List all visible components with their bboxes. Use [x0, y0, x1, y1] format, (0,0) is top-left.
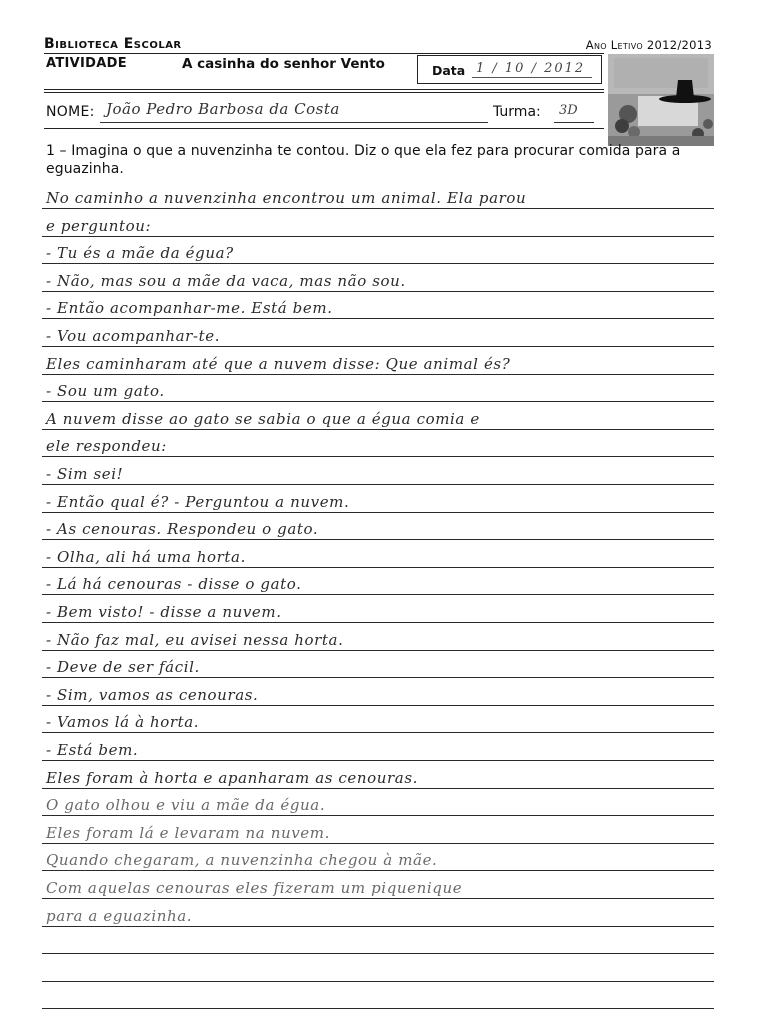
handwritten-answer-text: - Lá há cenouras - disse o gato. [46, 575, 302, 593]
class-value: 3D [559, 103, 578, 118]
answer-line [42, 788, 714, 789]
handwritten-answer-text: A nuvem disse ao gato se sabia o que a égua comia e [46, 410, 480, 428]
handwritten-answer-text: - Bem visto! - disse a nuvem. [46, 603, 282, 621]
handwritten-answer-text: - Então acompanhar-me. Está bem. [46, 299, 333, 317]
handwritten-answer-text: No caminho a nuvenzinha encontrou um animal. Ela parou [46, 189, 527, 207]
handwritten-answer-text: e perguntou: [46, 217, 152, 235]
answer-line [42, 374, 714, 375]
answer-line [42, 236, 714, 237]
handwritten-answer-text: - Sim sei! [46, 465, 124, 483]
answer-line [42, 981, 714, 982]
answer-line [42, 318, 714, 319]
answer-line [42, 1008, 714, 1009]
name-value: João Pedro Barbosa da Costa [106, 100, 340, 118]
answer-line [42, 594, 714, 595]
handwritten-answer-text: Eles foram à horta e apanharam as cenouras. [46, 769, 419, 787]
handwritten-answer-text: - Olha, ali há uma horta. [46, 548, 246, 566]
answer-line [42, 953, 714, 954]
answer-line [42, 346, 714, 347]
answer-line [42, 567, 714, 568]
handwritten-answer-text: - Não faz mal, eu avisei nessa horta. [46, 631, 344, 649]
activity-title: A casinha do senhor Vento [182, 56, 385, 72]
answer-line [42, 484, 714, 485]
handwritten-answer-text: Eles foram lá e levaram na nuvem. [46, 824, 330, 842]
answer-line [42, 650, 714, 651]
handwritten-answer-text: Quando chegaram, a nuvenzinha chegou à mãe. [46, 851, 438, 869]
activity-label: ATIVIDADE [46, 56, 127, 71]
handwritten-answer-text: - Está bem. [46, 741, 139, 759]
handwritten-answer-text: - Não, mas sou a mãe da vaca, mas não sou. [46, 272, 406, 290]
answer-line [42, 429, 714, 430]
handwritten-answer-text: - Vamos lá à horta. [46, 713, 200, 731]
handwritten-answer-text: para a eguazinha. [46, 907, 193, 925]
handwritten-answer-text: - Tu és a mãe da égua? [46, 244, 234, 262]
handwritten-answer-text: - Então qual é? - Perguntou a nuvem. [46, 493, 350, 511]
answer-line [42, 456, 714, 457]
school-name: Biblioteca Escolar [44, 36, 182, 52]
answer-line [42, 401, 714, 402]
answer-line [42, 705, 714, 706]
answer-line [42, 263, 714, 264]
handwritten-answer-text: Com aquelas cenouras eles fizeram um piquenique [46, 879, 463, 897]
handwritten-answer-text: - Sou um gato. [46, 382, 165, 400]
answer-line [42, 843, 714, 844]
class-label: Turma: [493, 104, 541, 120]
handwritten-answer-text: - Deve de ser fácil. [46, 658, 200, 676]
answer-line [42, 208, 714, 209]
answer-line [42, 291, 714, 292]
answer-line [42, 815, 714, 816]
school-year: Ano Letivo 2012/2013 [585, 38, 712, 52]
answer-line [42, 539, 714, 540]
handwritten-answer-text: - Sim, vamos as cenouras. [46, 686, 259, 704]
handwritten-answer-text: ele respondeu: [46, 437, 167, 455]
answer-line [42, 760, 714, 761]
answer-line [42, 732, 714, 733]
name-label: NOME: [46, 104, 95, 120]
handwritten-answer-text: O gato olhou e viu a mãe da égua. [46, 796, 326, 814]
question-text: 1 – Imagina o que a nuvenzinha te contou. Diz o que ela fez para procurar comida para a eguazinha. [46, 143, 681, 177]
date-value: 1 / 10 / 2012 [476, 61, 586, 76]
answer-line [42, 622, 714, 623]
answer-line [42, 512, 714, 513]
answer-line [42, 926, 714, 927]
date-label: Data [432, 63, 466, 78]
handwritten-answer-text: - As cenouras. Respondeu o gato. [46, 520, 319, 538]
answer-line [42, 870, 714, 871]
answer-line [42, 677, 714, 678]
handwritten-answer-text: Eles caminharam até que a nuvem disse: Que animal és? [46, 355, 511, 373]
handwritten-answer-text: - Vou acompanhar-te. [46, 327, 221, 345]
answer-line [42, 898, 714, 899]
